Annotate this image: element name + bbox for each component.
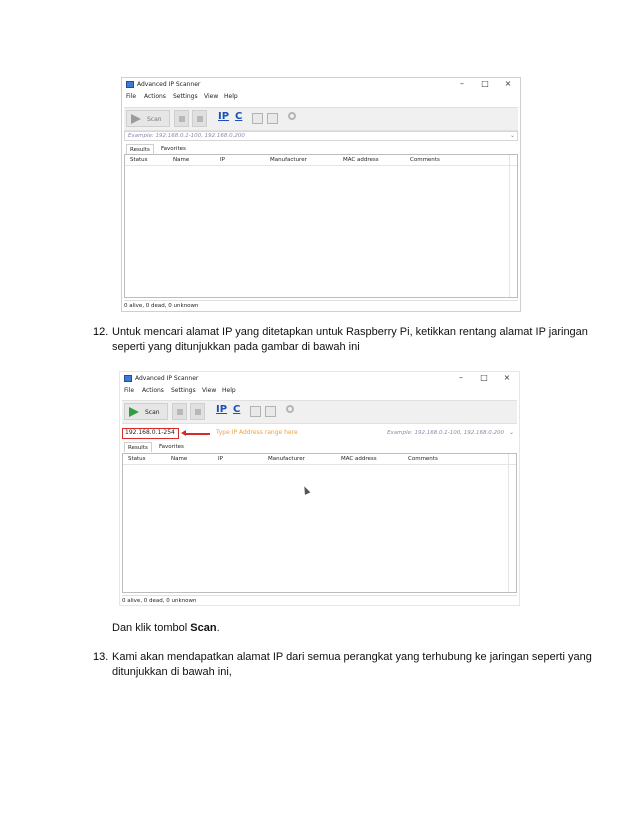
menu-view[interactable]: View [204,93,219,100]
play-icon [129,407,139,417]
annotation-arrow-line [186,433,210,435]
export-icon[interactable] [250,406,261,417]
toolbar [124,107,518,131]
menu-file[interactable]: File [124,387,135,394]
list-icon[interactable] [265,406,276,417]
scan-button[interactable] [126,110,170,127]
step-12-line1: Untuk mencari alamat IP yang ditetapkan untuk Raspberry Pi, ketikkan rentang alamat IP jaringan [112,326,588,338]
tab-favorites[interactable]: Favorites [159,444,184,450]
maximize-button[interactable]: □ [480,373,488,382]
grid-header [123,454,516,465]
menu-actions[interactable]: Actions [144,93,166,100]
status-text: 0 alive, 0 dead, 0 unknown [124,303,199,309]
click-scan-suffix: . [216,622,220,634]
stop-icon [195,409,201,415]
class-c-button[interactable]: C [233,404,241,415]
close-button[interactable]: × [503,373,511,382]
status-bar [124,300,518,311]
app-icon [124,375,132,382]
menu-settings[interactable]: Settings [173,93,198,100]
scan-button[interactable] [124,403,168,420]
status-bar [122,595,517,606]
menu-view[interactable]: View [202,387,217,394]
ip-range-input-highlighted[interactable]: 192.168.0.1-254 [122,428,179,439]
step-12-number: 12. [93,326,109,338]
menu-bar [120,386,519,396]
screenshot-advanced-ip-scanner-empty [121,77,521,312]
toolbar [122,400,517,424]
tab-results[interactable]: Results [124,442,152,452]
minimize-button[interactable]: – [459,373,463,382]
results-grid[interactable] [124,154,518,298]
col-mac-address[interactable]: MAC address [343,157,379,163]
tab-favorites[interactable]: Favorites [161,146,186,152]
click-scan-bold: Scan [190,622,217,634]
results-grid[interactable] [122,453,517,593]
chevron-down-icon[interactable]: ⌄ [509,132,515,139]
maximize-button[interactable]: □ [481,79,489,88]
menu-help[interactable]: Help [222,387,236,394]
step-12-line2: seperti yang ditunjukkan pada gambar di bawah ini [112,341,360,353]
ip-range-button[interactable]: IP [216,404,228,415]
col-status[interactable]: Status [128,456,146,462]
class-c-button[interactable]: C [235,111,243,122]
close-button[interactable]: × [504,79,512,88]
step-13-number: 13. [93,651,109,663]
menu-help[interactable]: Help [224,93,238,100]
pause-icon [177,409,183,415]
window-title: Advanced IP Scanner [137,81,201,88]
pause-icon [179,116,185,122]
window-title: Advanced IP Scanner [135,375,199,382]
col-ip[interactable]: IP [220,157,225,163]
stop-button[interactable] [190,403,205,420]
col-status[interactable]: Status [130,157,148,163]
annotation-text: Type IP Address range here [216,429,298,436]
col-comments[interactable]: Comments [408,456,438,462]
click-scan-prefix: Dan klik tombol [112,622,191,634]
col-name[interactable]: Name [171,456,188,462]
title-bar [120,372,519,385]
status-text: 0 alive, 0 dead, 0 unknown [122,598,197,604]
col-comments[interactable]: Comments [410,157,440,163]
address-placeholder: Example: 192.168.0.1-100, 192.168.0.200 [128,133,245,139]
play-icon [131,114,141,124]
address-placeholder: Example: 192.168.0.1-100, 192.168.0.200 [387,430,504,436]
list-icon[interactable] [267,113,278,124]
annotation-arrow-head-icon [181,430,186,436]
click-scan-instruction [112,621,220,636]
pause-button[interactable] [172,403,187,420]
chevron-down-icon[interactable]: ⌄ [508,429,514,436]
menu-actions[interactable]: Actions [142,387,164,394]
col-name[interactable]: Name [173,157,190,163]
title-bar [122,78,520,91]
search-icon[interactable] [286,405,294,413]
menu-bar [122,92,520,102]
export-icon[interactable] [252,113,263,124]
col-manufacturer[interactable]: Manufacturer [268,456,305,462]
col-manufacturer[interactable]: Manufacturer [270,157,307,163]
col-ip[interactable]: IP [218,456,223,462]
vertical-scrollbar[interactable] [508,454,516,592]
menu-settings[interactable]: Settings [171,387,196,394]
ip-range-button[interactable]: IP [218,111,230,122]
mouse-cursor-icon [302,485,311,495]
col-mac-address[interactable]: MAC address [341,456,377,462]
app-icon [126,81,134,88]
pause-button[interactable] [174,110,189,127]
minimize-button[interactable]: – [460,79,464,88]
step-13-line1: Kami akan mendapatkan alamat IP dari semua perangkat yang terhubung ke jaringan seperti yang [112,651,592,663]
menu-file[interactable]: File [126,93,137,100]
tab-results[interactable]: Results [126,144,154,154]
grid-header [125,155,517,166]
search-icon[interactable] [288,112,296,120]
stop-button[interactable] [192,110,207,127]
ip-range-input[interactable] [124,131,518,141]
stop-icon [197,116,203,122]
vertical-scrollbar[interactable] [509,155,517,297]
step-13-line2: ditunjukkan di bawah ini, [112,666,232,678]
screenshot-advanced-ip-scanner-range [119,371,520,606]
scan-label: Scan [145,409,160,416]
scan-label: Scan [147,116,162,123]
